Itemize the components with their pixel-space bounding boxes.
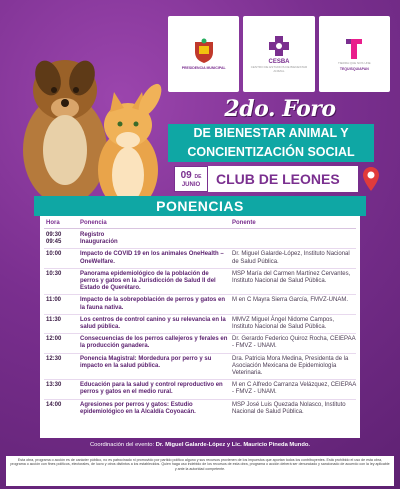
location-pin-icon (362, 166, 380, 192)
logo-cesba (243, 16, 314, 92)
row-hora: 11:30 (46, 316, 62, 323)
row-ponencia: Los centros de control canino y su relevancia en la salud pública. (80, 316, 226, 331)
event-title-line1: DE BIENESTAR ANIMAL Y (168, 124, 374, 143)
coordination-label: Coordinación del evento: (89, 442, 155, 448)
table-row (44, 295, 356, 314)
row-ponencia: Impacto de COVID 19 en los animales OneHealth – OneWelfare. (80, 251, 224, 265)
row-hora: 09:30 (46, 232, 62, 238)
cesba-subcaption: CENTRO DE ESTUDIOS DE BIENESTAR ANIMAL (250, 65, 308, 73)
date-day: 09 (180, 169, 192, 181)
tequis-caption: TEQUISQUIAPAN (339, 66, 369, 71)
table-row (44, 400, 356, 418)
row-ponencia: Agresiones por perros y gatos: Estudio epidemiológico en la Alcaldía Coyoacán. (80, 401, 196, 415)
tequis-tagline: TIERRA QUE NOS UNE (337, 60, 371, 65)
row-hora: 14:00 (46, 401, 62, 408)
row-ponente: M en C Mayra Sierra García, FMVZ-UNAM. (232, 297, 349, 304)
date-venue-row (174, 166, 400, 192)
row-hora: 11:00 (46, 297, 62, 304)
date-month: JUNIO (181, 181, 201, 188)
logo-tequisquiapan (319, 16, 390, 92)
row-ponencia: Ponencia Magistral: Mordedura por perro y su impacto en la salud pública. (80, 355, 212, 369)
row-hora: 12:00 (46, 336, 62, 343)
row-ponente: M en C Alfredo Carranza Velázquez, CEIEPAA - FMVZ - UNAM. (232, 382, 356, 396)
row-ponencia: Impacto de la sobrepoblación de perros y gatos en la fauna nativa. (80, 297, 226, 311)
row-hora: 09:45 (46, 239, 62, 246)
date-de: DE (194, 173, 202, 180)
row-hora: 10:00 (46, 251, 62, 258)
table-header (44, 218, 356, 229)
cesba-caption: CESBA (268, 59, 290, 65)
row-ponente: Dr. Miguel Galarde-López, Instituto Nacional de Salud Pública. (232, 251, 350, 265)
dog-and-cat-image (10, 30, 170, 210)
table-row (44, 269, 356, 296)
schedule-table (40, 216, 360, 438)
row-ponente: MMVZ Miguel Ángel Nidome Campos, Instituto Nacional de Salud Pública. (232, 316, 335, 331)
tequisquiapan-t-icon (344, 37, 364, 61)
event-title-foro: 2do. Foro (224, 96, 336, 122)
event-title-area (160, 96, 400, 192)
row-ponente: MSP José Luis Quezada Nolasco, Instituto Nacional de Salud Pública. (232, 401, 346, 415)
row-ponencia: Educación para la salud y control reproductivo en perros y gatos en el medio rural. (80, 382, 223, 396)
row-hora: 10:30 (46, 270, 62, 277)
row-ponente (232, 232, 356, 239)
presidencia-caption: PRESIDENCIA MUNICIPAL (181, 65, 226, 70)
coat-of-arms-icon (193, 38, 215, 64)
row-ponencia: Registro (80, 232, 105, 238)
table-row (44, 315, 356, 334)
row-ponente: Dr. Gerardo Federico Quiroz Rocha, CEIEPAA - FMVZ - UNAM. (232, 336, 356, 350)
row-ponente: Dra. Patricia Mora Medina, Presidenta de la Asociación Mexicana de Epidemiología Veterinaria. (232, 355, 349, 377)
logo-presidencia (168, 16, 239, 92)
event-title-line2: CONCIENTIZACIÓN SOCIAL (168, 143, 374, 162)
row-hora: 13:30 (46, 382, 62, 389)
section-title-ponencias: PONENCIAS (34, 196, 366, 216)
table-row (44, 239, 356, 249)
row-ponencia: Panorama epidemiológico de la población de perros y gatos en la Jurisdicción de Salud II del Estado de Querétaro. (80, 270, 216, 292)
table-row (44, 380, 356, 399)
row-ponente (232, 239, 356, 246)
row-ponente: MSP María del Carmen Martínez Cervantes, Instituto Nacional de Salud Pública. (232, 270, 351, 285)
logo-row (168, 16, 390, 92)
table-row (44, 334, 356, 353)
venue-label: CLUB DE LEONES (208, 166, 358, 192)
header-hora: Hora (46, 220, 60, 226)
table-row (44, 354, 356, 381)
table-row (44, 229, 356, 239)
header-ponente: Ponente (232, 220, 256, 226)
event-coordination (40, 442, 360, 448)
row-hora: 12:30 (46, 355, 62, 362)
coordination-names: Dr. Miguel Galarde-López y Lic. Mauricio Pineda Mundo. (155, 442, 311, 448)
cesba-icon (266, 35, 292, 57)
row-ponencia: Inauguración (80, 239, 118, 246)
row-ponencia: Consecuencias de los perros callejeros y ferales en la producción ganadera. (80, 336, 228, 350)
date-box (174, 166, 208, 192)
header-ponencia: Ponencia (80, 220, 107, 226)
table-row (44, 249, 356, 268)
legal-disclaimer: Esta obra, programa o acción es de carácter público, no es patrocinado ni promovido por partido político alguno y sus recursos provienen de los impuestos que aportan todos los contribuyentes. Está prohibido el uso de esta obra, programa o acción con fines políticos, electorales, de lucro y otros distintos a los establecidos. Quien haga uso indebido de los recursos de esta obra, programa o acción deberá ser denunciado y sancionado de acuerdo con la ley aplicable y ante la autoridad competente. (6, 456, 394, 486)
